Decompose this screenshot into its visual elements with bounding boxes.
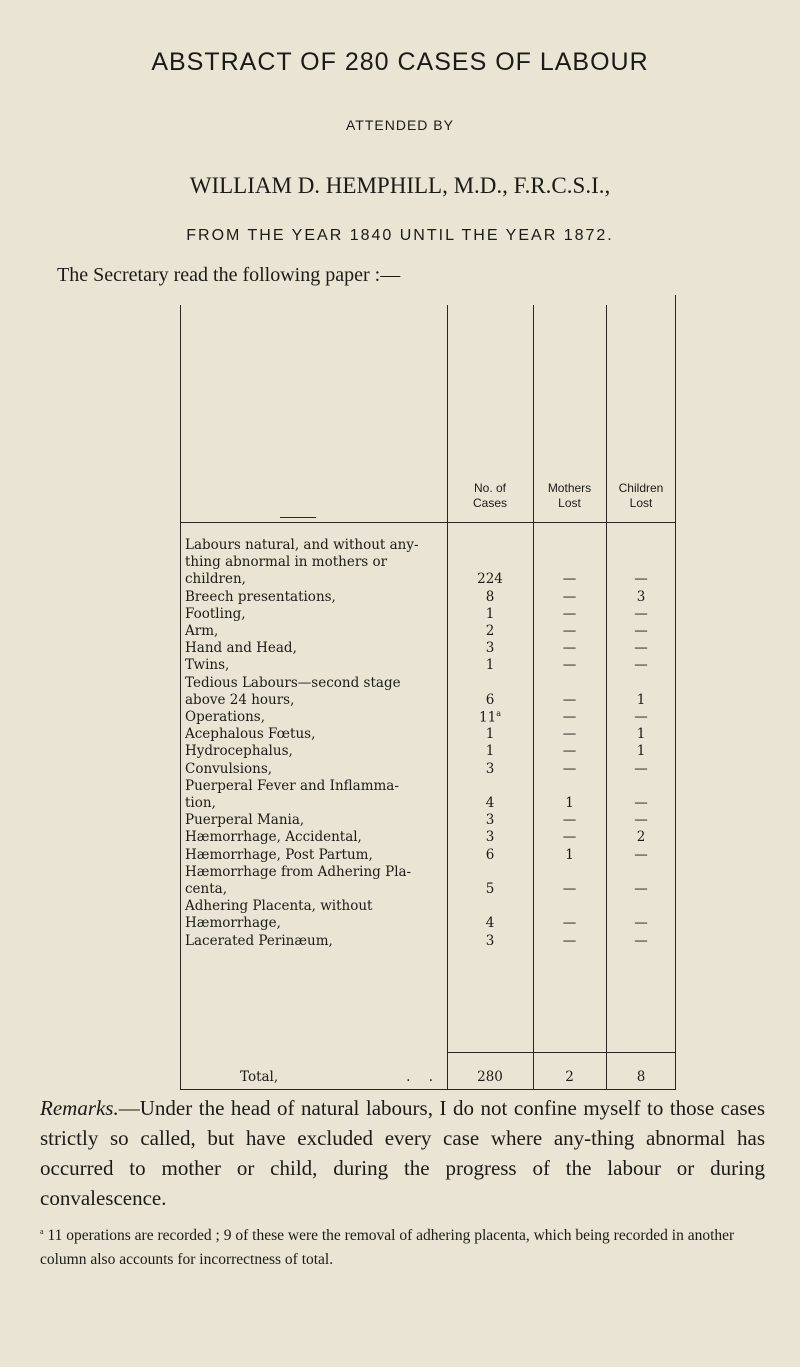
row-label <box>185 778 445 812</box>
row-mothers-lost-value: — <box>562 915 577 932</box>
column-header-mothers <box>533 481 606 511</box>
row-children-lost-value: — <box>634 709 648 725</box>
footnote-marker: a <box>40 1227 44 1236</box>
row-children-lost <box>606 623 676 639</box>
row-mothers-lost-value: — <box>562 880 577 897</box>
table-total-row <box>180 1069 676 1086</box>
row-cases <box>447 589 533 605</box>
row-cases <box>447 761 533 777</box>
row-mothers-lost-value: — <box>562 605 577 622</box>
table-row <box>180 606 676 623</box>
row-children-lost <box>606 812 676 828</box>
row-label-line: Hand and Head, <box>185 640 297 657</box>
row-cases <box>447 709 533 726</box>
row-label-line: centa, <box>185 880 228 897</box>
row-cases-value: 1 <box>485 726 495 743</box>
column-header-children-line1: Children <box>618 481 664 495</box>
row-mothers-lost-value: — <box>562 640 577 657</box>
row-cases <box>447 915 533 931</box>
row-label-line: Acephalous Fœtus, <box>185 726 316 743</box>
row-cases <box>447 812 533 828</box>
row-cases <box>447 847 533 863</box>
row-children-lost <box>606 881 676 897</box>
table-row <box>180 537 676 589</box>
row-label-line: above 24 hours, <box>185 691 295 708</box>
row-mothers-lost-value: — <box>562 812 577 829</box>
intro-sentence: The Secretary read the following paper :— <box>57 264 401 286</box>
row-cases <box>447 933 533 949</box>
row-cases-value: 224 <box>477 571 503 588</box>
row-mothers-lost-value: 1 <box>565 794 574 811</box>
row-children-lost <box>606 709 676 725</box>
row-mothers-lost <box>533 812 606 828</box>
row-label-line: Tedious Labours—second stage <box>185 674 401 691</box>
row-mothers-lost-value: — <box>562 691 577 708</box>
row-label <box>185 606 445 623</box>
footnote-text: 11 operations are recorded ; 9 of these were the removal of adhering placenta, which being recorded in another column also accounts for incorrectness of total. <box>40 1227 735 1269</box>
row-label-line: Twins, <box>185 657 230 674</box>
row-label <box>185 829 445 846</box>
row-label-line: Labours natural, and without any- <box>185 537 419 553</box>
row-cases <box>447 692 533 708</box>
column-header-cases-line2: Cases <box>472 496 507 510</box>
row-children-lost <box>606 847 676 863</box>
row-mothers-lost <box>533 847 606 863</box>
table-row <box>180 933 676 950</box>
row-children-lost-value: 2 <box>636 829 646 846</box>
row-cases <box>447 743 533 759</box>
row-cases-value: 3 <box>485 932 495 949</box>
row-label-line: thing abnormal in mothers or <box>185 554 388 571</box>
row-cases-value: 1 <box>485 605 495 622</box>
table-row <box>180 743 676 760</box>
table-row <box>180 761 676 778</box>
table-bottom-border <box>180 1089 676 1090</box>
row-label-line: Hydrocephalus, <box>185 743 293 760</box>
row-children-lost-value: — <box>634 605 648 622</box>
row-label-line: Footling, <box>185 605 246 622</box>
row-label <box>185 726 445 743</box>
row-children-lost-value: 1 <box>636 726 646 743</box>
row-children-lost <box>606 726 676 742</box>
row-cases-value: 2 <box>485 623 495 639</box>
row-children-lost <box>606 640 676 656</box>
row-mothers-lost <box>533 761 606 777</box>
row-label-line: Breech presentations, <box>185 588 336 605</box>
row-mothers-lost <box>533 709 606 725</box>
row-label-line: Puerperal Fever and Inflamma- <box>185 777 399 794</box>
row-children-lost <box>606 606 676 622</box>
row-mothers-lost <box>533 881 606 897</box>
column-header-cases <box>447 481 533 511</box>
row-label-line: Hæmorrhage, <box>185 915 281 932</box>
table-row <box>180 709 676 726</box>
row-label-line: Adhering Placenta, without <box>185 898 373 915</box>
total-cases: 280 <box>477 1069 503 1085</box>
row-label-line: Puerperal Mania, <box>185 812 305 829</box>
row-mothers-lost <box>533 606 606 622</box>
row-mothers-lost-value: — <box>562 657 577 674</box>
column-header-children <box>606 481 676 511</box>
column-header-mothers-line2: Lost <box>558 496 581 510</box>
total-label: Total, <box>240 1069 279 1085</box>
years-line: FROM THE YEAR 1840 UNTIL THE YEAR 1872. <box>186 227 614 244</box>
footnote <box>40 1220 765 1272</box>
row-mothers-lost-value: 1 <box>565 846 574 863</box>
row-cases <box>447 726 533 742</box>
total-dot-leader: . . <box>406 1069 440 1085</box>
row-label <box>185 898 445 932</box>
table-row <box>180 589 676 606</box>
table-row <box>180 675 676 709</box>
row-label <box>185 640 445 657</box>
column-header-cases-line1: No. of <box>473 481 506 495</box>
remarks-lead: Remarks. <box>40 1096 119 1120</box>
row-cases <box>447 606 533 622</box>
row-mothers-lost <box>533 915 606 931</box>
row-label <box>185 709 445 726</box>
row-children-lost-value: 3 <box>636 588 646 605</box>
row-mothers-lost <box>533 623 606 639</box>
total-children: 8 <box>636 1069 646 1085</box>
row-children-lost <box>606 761 676 777</box>
row-children-lost-value: — <box>634 760 648 777</box>
page-title: ABSTRACT OF 280 CASES OF LABOUR <box>151 48 649 76</box>
table-header-rule <box>180 522 676 523</box>
row-mothers-lost-value: — <box>562 932 577 949</box>
row-children-lost <box>606 829 676 845</box>
row-cases-value: 11 <box>479 709 497 726</box>
row-mothers-lost-value: — <box>562 623 577 639</box>
table-row <box>180 829 676 846</box>
row-label-line: Hæmorrhage from Adhering Pla- <box>185 863 412 880</box>
row-label-line: Hæmorrhage, Accidental, <box>185 829 362 846</box>
row-mothers-lost <box>533 829 606 845</box>
row-cases-value: 3 <box>485 812 495 829</box>
row-mothers-lost <box>533 692 606 708</box>
row-label-line: children, <box>185 571 246 588</box>
row-mothers-lost <box>533 743 606 759</box>
row-label-line: Arm, <box>185 623 219 639</box>
row-mothers-lost <box>533 933 606 949</box>
row-cases-value: 3 <box>485 640 495 657</box>
row-label <box>185 933 445 950</box>
row-cases <box>447 571 533 587</box>
row-mothers-lost-value: — <box>562 709 577 725</box>
row-children-lost <box>606 657 676 673</box>
table-row <box>180 657 676 674</box>
row-cases-value: 6 <box>485 846 495 863</box>
row-children-lost-value: — <box>634 623 648 639</box>
author-line: WILLIAM D. HEMPHILL, M.D., F.R.C.S.I., <box>189 173 611 198</box>
row-cases <box>447 657 533 673</box>
row-label-line: Lacerated Perinæum, <box>185 932 333 949</box>
row-label <box>185 812 445 829</box>
total-mothers: 2 <box>565 1069 574 1085</box>
row-mothers-lost <box>533 657 606 673</box>
row-children-lost-value: — <box>634 657 648 674</box>
row-mothers-lost-value: — <box>562 571 577 588</box>
table-row <box>180 898 676 932</box>
row-children-lost-value: — <box>634 880 648 897</box>
row-label-line: Operations, <box>185 709 265 725</box>
row-mothers-lost-value: — <box>562 829 577 846</box>
attended-by-line: ATTENDED BY <box>346 117 454 133</box>
row-label-line: Hæmorrhage, Post Partum, <box>185 846 373 863</box>
row-cases-value: 1 <box>485 657 495 674</box>
row-cases <box>447 795 533 811</box>
row-cases-value: 8 <box>485 588 495 605</box>
row-cases <box>447 640 533 656</box>
row-cases-value: 5 <box>485 880 495 897</box>
row-children-lost-value: — <box>634 846 648 863</box>
label-column-header-dash <box>280 517 316 518</box>
row-children-lost-value: 1 <box>636 743 646 760</box>
row-mothers-lost-value: — <box>562 588 577 605</box>
row-children-lost <box>606 795 676 811</box>
row-cases-value: 3 <box>485 760 495 777</box>
table-row <box>180 726 676 743</box>
row-cases <box>447 829 533 845</box>
row-mothers-lost-value: — <box>562 743 577 760</box>
row-children-lost-value: — <box>634 932 648 949</box>
row-children-lost <box>606 743 676 759</box>
row-children-lost-value: — <box>634 812 648 829</box>
row-mothers-lost <box>533 726 606 742</box>
column-header-children-line2: Lost <box>629 496 653 510</box>
row-cases-value: 3 <box>485 829 495 846</box>
row-mothers-lost-value: — <box>562 760 577 777</box>
row-children-lost-value: — <box>634 640 648 657</box>
row-mothers-lost <box>533 571 606 587</box>
row-label <box>185 537 445 589</box>
row-mothers-lost <box>533 589 606 605</box>
row-label <box>185 761 445 778</box>
row-cases <box>447 623 533 639</box>
row-children-lost-value: — <box>634 794 648 811</box>
row-cases-value: 6 <box>485 691 495 708</box>
table-row <box>180 864 676 898</box>
column-header-mothers-line1: Mothers <box>547 481 592 495</box>
remarks-paragraph <box>40 1093 765 1213</box>
row-label-line: Convulsions, <box>185 760 273 777</box>
row-label <box>185 847 445 864</box>
row-label <box>185 657 445 674</box>
row-label <box>185 864 445 898</box>
row-cases-value: 4 <box>485 915 495 932</box>
row-label <box>185 623 445 640</box>
row-cases-value: 1 <box>485 743 495 760</box>
row-label-line: tion, <box>185 794 216 811</box>
footnote-ref: a <box>496 709 501 718</box>
table-row <box>180 847 676 864</box>
row-cases-value: 4 <box>485 794 495 811</box>
row-children-lost <box>606 933 676 949</box>
remarks-text: —Under the head of natural labours, I do not confine myself to those cases strictly so called, but have excluded every case where any-thing abnormal has occurred to mother or child, during the progress of the labour or during convalescence. <box>40 1096 765 1210</box>
table-row <box>180 640 676 657</box>
row-children-lost <box>606 571 676 587</box>
row-children-lost-value: 1 <box>636 691 646 708</box>
row-mothers-lost-value: — <box>562 726 577 743</box>
table-total-rule <box>447 1052 676 1053</box>
row-children-lost <box>606 915 676 931</box>
table-row <box>180 623 676 640</box>
row-mothers-lost <box>533 640 606 656</box>
table-row <box>180 812 676 829</box>
row-cases <box>447 881 533 897</box>
row-label <box>185 675 445 709</box>
row-children-lost-value: — <box>634 915 648 932</box>
row-label <box>185 589 445 606</box>
row-label <box>185 743 445 760</box>
row-mothers-lost <box>533 795 606 811</box>
row-children-lost <box>606 589 676 605</box>
row-children-lost <box>606 692 676 708</box>
row-children-lost-value: — <box>634 571 648 588</box>
table-row <box>180 778 676 812</box>
